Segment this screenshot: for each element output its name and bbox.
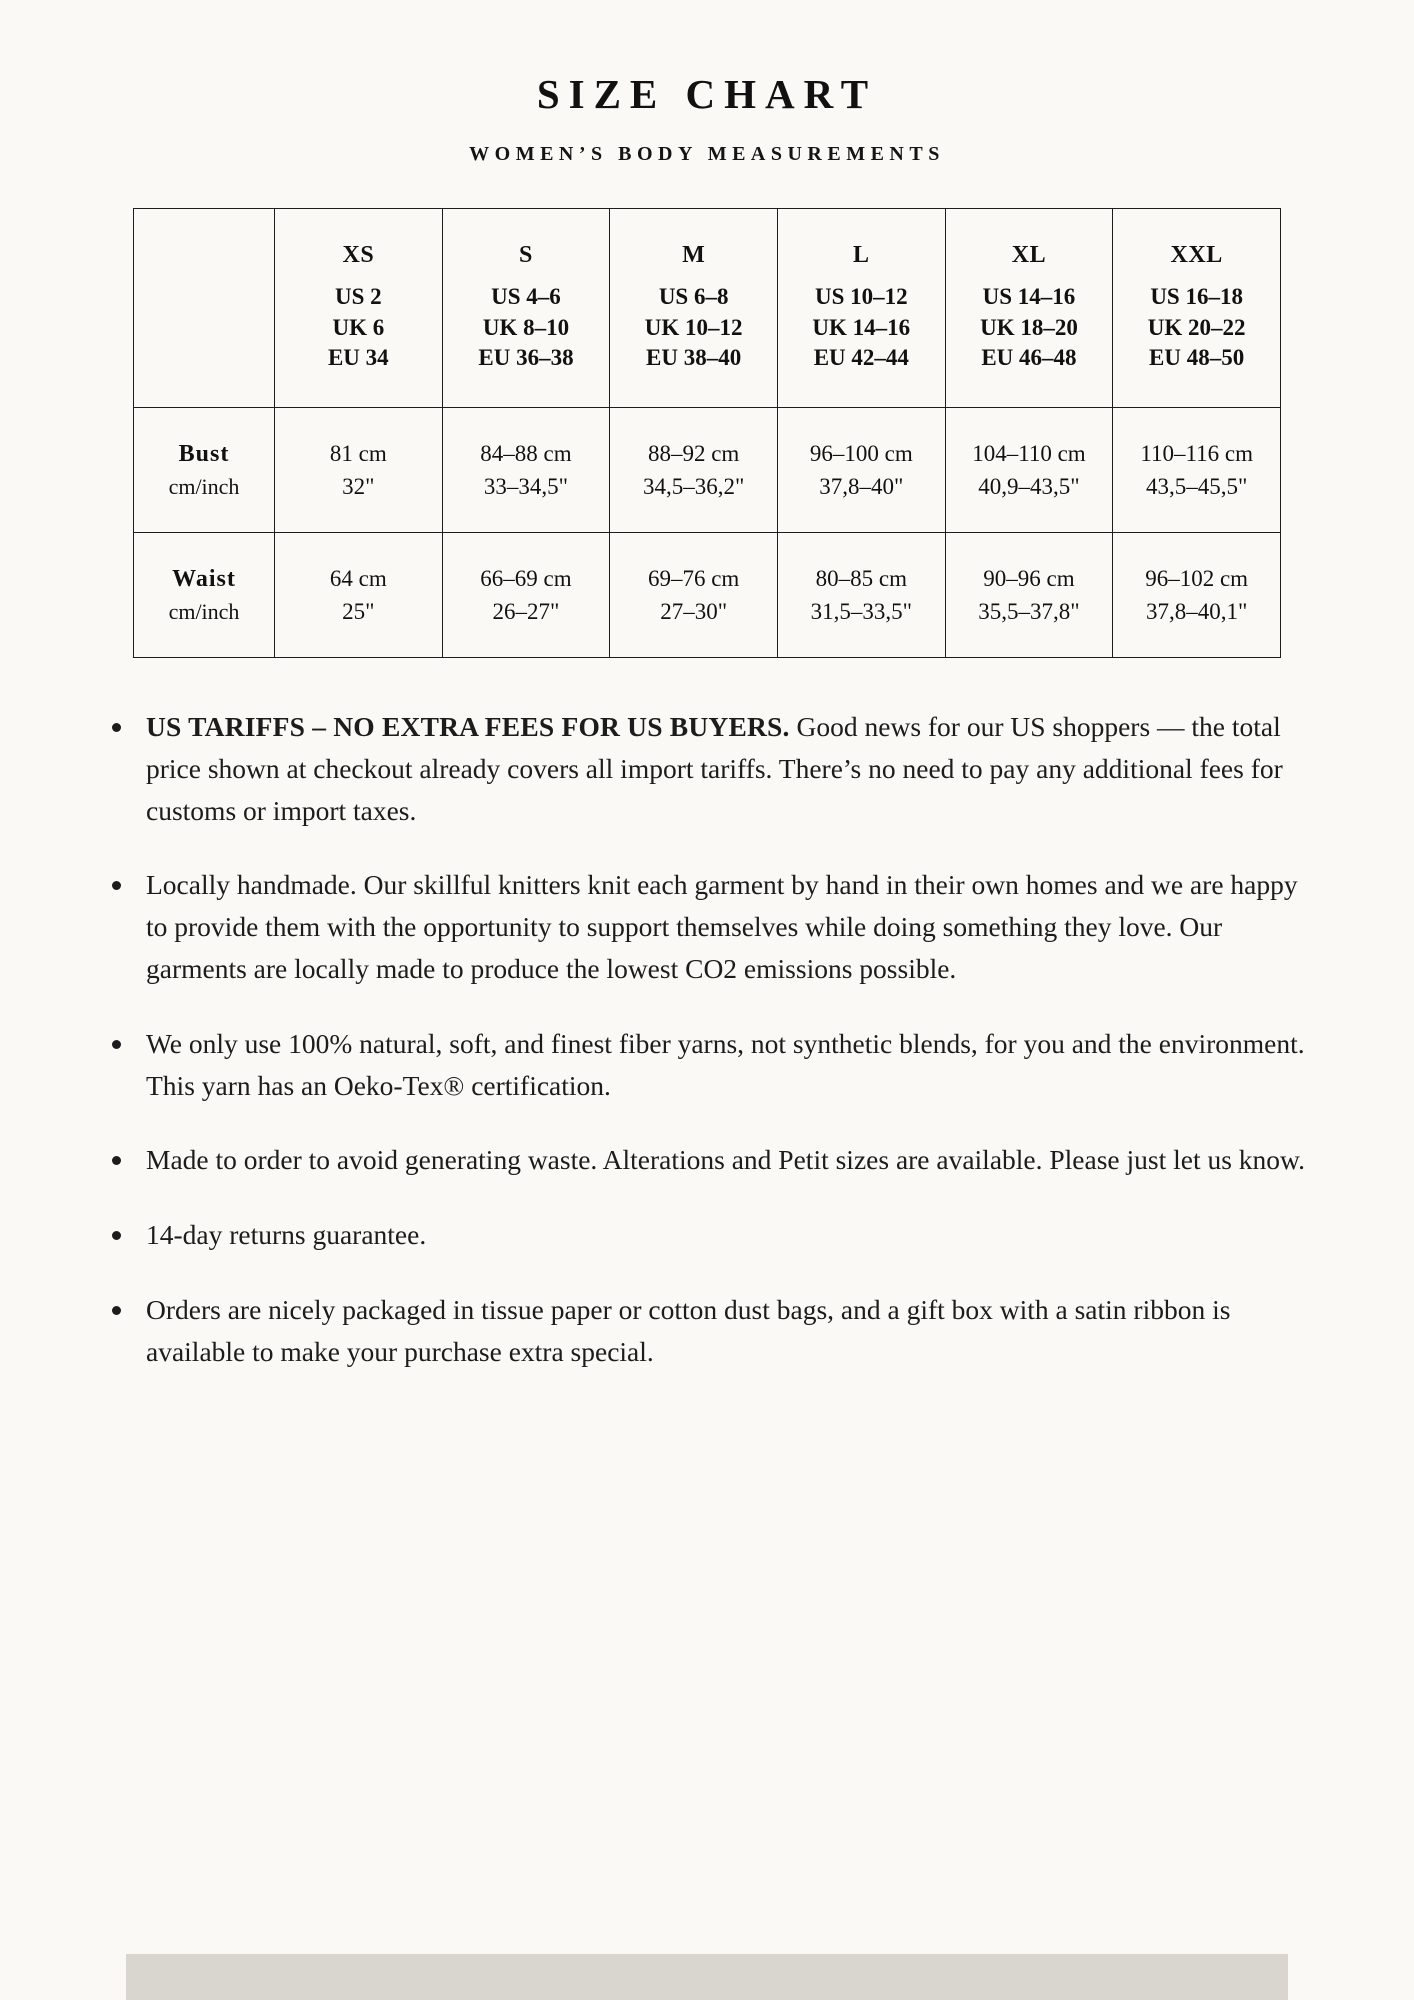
eu-size: EU 48–50 [1149, 345, 1245, 371]
row-label-waist [134, 533, 275, 658]
column-header-l [777, 209, 945, 408]
list-item [102, 1139, 1312, 1181]
cell-bust-xl [945, 408, 1113, 533]
measurement-unit: cm/inch [168, 473, 240, 499]
us-size: US 16–18 [1150, 284, 1243, 310]
size-label: L [853, 242, 870, 269]
column-header-xs [275, 209, 443, 408]
value-inch: 25" [342, 599, 375, 624]
table-body [134, 408, 1281, 658]
row-label-bust [134, 408, 275, 533]
bullet-text: Good news for our US shoppers — the total price shown at checkout already covers all import tariffs. There’s no need to pay any additional fees for customs or import taxes. [146, 711, 1283, 826]
size-label: XL [1011, 242, 1047, 269]
value-cm: 104–110 cm [972, 440, 1086, 466]
bullet-text: 14-day returns guarantee. [146, 1219, 427, 1251]
table-corner-cell [134, 209, 275, 408]
column-header-m [610, 209, 778, 408]
value-inch: 27–30" [660, 599, 728, 624]
eu-size: EU 34 [327, 345, 389, 371]
uk-size: UK 14–16 [812, 314, 911, 340]
list-item [102, 706, 1312, 831]
table-row [134, 533, 1281, 658]
value-inch: 31,5–33,5" [810, 599, 912, 624]
page-title: SIZE CHART [536, 71, 878, 117]
cell-bust-m [610, 408, 778, 533]
size-label: M [682, 242, 706, 269]
us-size: US 2 [335, 284, 382, 310]
value-inch: 32" [342, 474, 375, 499]
value-cm: 69–76 cm [647, 565, 740, 591]
uk-size: UK 10–12 [644, 314, 743, 340]
cell-waist-xxl [1113, 533, 1281, 658]
page-subtitle: WOMEN’S BODY MEASUREMENTS [469, 143, 945, 165]
size-label: S [519, 242, 533, 269]
size-chart-table-wrapper [133, 208, 1281, 658]
value-cm: 88–92 cm [647, 440, 740, 466]
cell-bust-l [777, 408, 945, 533]
us-size: US 4–6 [491, 284, 561, 310]
eu-size: EU 38–40 [646, 345, 742, 371]
value-cm: 90–96 cm [983, 565, 1075, 591]
bullet-lead-text: US TARIFFS – NO EXTRA FEES FOR US BUYERS. [146, 711, 790, 742]
value-cm: 96–100 cm [809, 440, 913, 466]
value-cm: 84–88 cm [480, 440, 572, 466]
column-header-xxl [1113, 209, 1281, 408]
bullet-text: We only use 100% natural, soft, and finest fiber yarns, not synthetic blends, for you and the environment. This yarn has an Oeko-Tex® certification. [146, 1027, 1305, 1101]
us-size: US 14–16 [982, 284, 1076, 310]
value-inch: 40,9–43,5" [978, 474, 1080, 499]
size-label: XXL [1170, 242, 1223, 269]
list-item [102, 1289, 1312, 1373]
value-cm: 64 cm [329, 565, 387, 591]
uk-size: UK 18–20 [980, 314, 1078, 340]
value-inch: 35,5–37,8" [978, 599, 1080, 624]
cell-waist-s [442, 533, 610, 658]
measurement-unit: cm/inch [168, 598, 240, 624]
bullet-text: Made to order to avoid generating waste. Alterations and Petit sizes are available. Please just let us know. [146, 1144, 1306, 1176]
cell-waist-l [777, 533, 945, 658]
uk-size: UK 6 [332, 314, 385, 340]
list-item [102, 1023, 1312, 1107]
value-inch: 37,8–40" [819, 474, 904, 499]
measurement-name: Bust [178, 440, 230, 467]
value-inch: 43,5–45,5" [1145, 474, 1248, 499]
value-inch: 26–27" [492, 599, 560, 624]
value-inch: 33–34,5" [483, 474, 569, 499]
value-inch: 34,5–36,2" [642, 474, 745, 499]
cell-waist-xs [275, 533, 443, 658]
us-size: US 6–8 [658, 284, 729, 310]
bullet-text: Locally handmade. Our skillful knitters knit each garment by hand in their own homes and we are happy to provide them with the opportunity to support themselves while doing something they love. Our garments are locally made to produce the lowest CO2 emissions possible. [146, 869, 1298, 984]
column-header-xl [945, 209, 1113, 408]
value-cm: 110–116 cm [1140, 440, 1253, 466]
table-row [134, 408, 1281, 533]
eu-size: EU 46–48 [981, 345, 1077, 371]
value-cm: 96–102 cm [1145, 565, 1249, 591]
eu-size: EU 42–44 [813, 345, 909, 371]
cell-bust-xxl [1113, 408, 1281, 533]
uk-size: UK 8–10 [482, 314, 570, 340]
value-cm: 81 cm [329, 440, 387, 466]
column-header-s [442, 209, 610, 408]
bottom-image-band [126, 1954, 1288, 2000]
cell-waist-m [610, 533, 778, 658]
info-bullet-list [102, 706, 1312, 1373]
cell-waist-xl [945, 533, 1113, 658]
cell-bust-xs [275, 408, 443, 533]
table-head [134, 209, 1281, 408]
size-chart-table [133, 208, 1281, 658]
value-inch: 37,8–40,1" [1145, 599, 1248, 624]
cell-bust-s [442, 408, 610, 533]
value-cm: 80–85 cm [815, 565, 907, 591]
value-cm: 66–69 cm [480, 565, 572, 591]
us-size: US 10–12 [814, 284, 908, 310]
size-label: XS [342, 242, 375, 269]
table-header-row [134, 209, 1281, 408]
measurement-name: Waist [172, 565, 236, 592]
list-item [102, 1214, 1312, 1256]
eu-size: EU 36–38 [478, 345, 574, 371]
list-item [102, 864, 1312, 989]
uk-size: UK 20–22 [1147, 314, 1246, 340]
bullet-text: Orders are nicely packaged in tissue paper or cotton dust bags, and a gift box with a satin ribbon is available to make your purchase extra special. [146, 1293, 1231, 1367]
